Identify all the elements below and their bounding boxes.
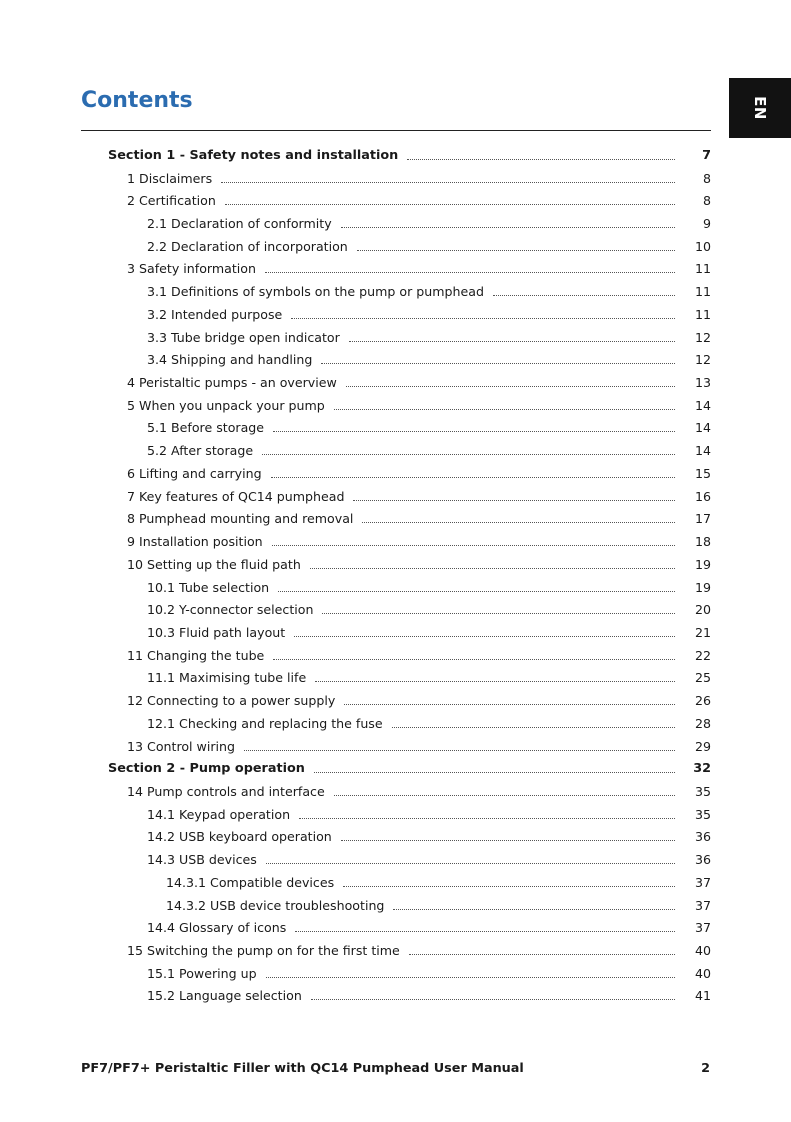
toc-entry[interactable] bbox=[0, 439, 791, 462]
toc-entry[interactable] bbox=[0, 417, 791, 440]
toc-entry-page: 8 bbox=[702, 193, 711, 209]
toc-entry-label: 14.3.2 USB device troubleshooting bbox=[166, 897, 385, 913]
toc-entry-label: 12 Connecting to a power supply bbox=[127, 693, 336, 709]
toc-entry[interactable] bbox=[0, 735, 791, 758]
toc-entry[interactable] bbox=[0, 916, 791, 939]
toc-entry-page: 32 bbox=[693, 761, 711, 777]
title-divider bbox=[81, 130, 711, 131]
toc-entry-label: 5 When you unpack your pump bbox=[127, 397, 325, 413]
toc-entry-label: 13 Control wiring bbox=[127, 738, 236, 754]
dot-leader bbox=[273, 431, 675, 432]
table-of-contents bbox=[0, 144, 791, 1007]
toc-entry[interactable] bbox=[0, 826, 791, 849]
toc-entry-page: 13 bbox=[694, 375, 711, 391]
dot-leader bbox=[299, 818, 675, 819]
language-tab bbox=[729, 78, 791, 138]
dot-leader bbox=[343, 886, 675, 887]
toc-entry-label: 10.3 Fluid path layout bbox=[147, 624, 286, 640]
toc-entry-page: 28 bbox=[694, 715, 711, 731]
toc-entry-label: 11.1 Maximising tube life bbox=[147, 670, 307, 686]
toc-entry-label: 2 Certification bbox=[127, 193, 216, 209]
toc-entry-label: 14.3 USB devices bbox=[147, 852, 257, 868]
toc-entry[interactable] bbox=[0, 189, 791, 212]
dot-leader bbox=[291, 318, 675, 319]
toc-entry-label: 14 Pump controls and interface bbox=[127, 783, 325, 799]
toc-entry-label: 15.1 Powering up bbox=[147, 965, 257, 981]
toc-entry-label: 3.1 Definitions of symbols on the pump or pumphead bbox=[147, 284, 484, 300]
toc-entry[interactable] bbox=[0, 667, 791, 690]
toc-entry-page: 18 bbox=[694, 534, 711, 550]
toc-entry-page: 8 bbox=[702, 170, 711, 186]
toc-entry-label: 5.1 Before storage bbox=[147, 420, 265, 436]
toc-entry-label: 1 Disclaimers bbox=[127, 170, 213, 186]
toc-entry[interactable] bbox=[0, 394, 791, 417]
toc-entry-page: 21 bbox=[694, 624, 711, 640]
toc-entry[interactable] bbox=[0, 462, 791, 485]
toc-entry-label: 10.1 Tube selection bbox=[147, 579, 270, 595]
toc-entry-page: 14 bbox=[694, 443, 711, 459]
toc-entry-page: 40 bbox=[694, 965, 711, 981]
toc-entry[interactable] bbox=[0, 576, 791, 599]
toc-entry-label: 7 Key features of QC14 pumphead bbox=[127, 488, 345, 504]
toc-entry-page: 41 bbox=[694, 988, 711, 1004]
dot-leader bbox=[341, 840, 675, 841]
toc-entry[interactable] bbox=[0, 167, 791, 190]
toc-entry-label: 3 Safety information bbox=[127, 261, 256, 277]
footer-document-title: PF7/PF7+ Peristaltic Filler with QC14 Pumphead User Manual bbox=[81, 1061, 524, 1076]
toc-entry-label: 3.3 Tube bridge open indicator bbox=[147, 329, 340, 345]
toc-entry-label: 3.4 Shipping and handling bbox=[147, 352, 313, 368]
toc-entry[interactable] bbox=[0, 712, 791, 735]
toc-entry[interactable] bbox=[0, 803, 791, 826]
toc-entry-label: 8 Pumphead mounting and removal bbox=[127, 511, 354, 527]
dot-leader bbox=[244, 750, 675, 751]
dot-leader bbox=[310, 568, 675, 569]
toc-entry-page: 12 bbox=[694, 352, 711, 368]
toc-entry-page: 40 bbox=[694, 943, 711, 959]
toc-entry-label: 12.1 Checking and replacing the fuse bbox=[147, 715, 383, 731]
dot-leader bbox=[349, 341, 675, 342]
toc-entry[interactable] bbox=[0, 303, 791, 326]
toc-entry-page: 37 bbox=[694, 920, 711, 936]
toc-entry-page: 25 bbox=[694, 670, 711, 686]
toc-entry-label: 14.4 Glossary of icons bbox=[147, 920, 287, 936]
toc-entry[interactable] bbox=[0, 598, 791, 621]
toc-entry[interactable] bbox=[0, 848, 791, 871]
toc-entry-page: 14 bbox=[694, 397, 711, 413]
dot-leader bbox=[392, 727, 675, 728]
toc-entry-label: 3.2 Intended purpose bbox=[147, 306, 283, 322]
toc-entry-label: 9 Installation position bbox=[127, 534, 263, 550]
dot-leader bbox=[265, 272, 675, 273]
dot-leader bbox=[311, 999, 675, 1000]
toc-entry-page: 37 bbox=[694, 874, 711, 890]
toc-entry[interactable] bbox=[0, 326, 791, 349]
dot-leader bbox=[357, 250, 675, 251]
toc-entry[interactable] bbox=[0, 235, 791, 258]
toc-entry-label: 4 Peristaltic pumps - an overview bbox=[127, 375, 337, 391]
dot-leader bbox=[266, 863, 675, 864]
toc-entry[interactable] bbox=[0, 553, 791, 576]
toc-entry[interactable] bbox=[0, 530, 791, 553]
toc-entry[interactable] bbox=[0, 871, 791, 894]
toc-entry[interactable] bbox=[0, 985, 791, 1008]
toc-entry-page: 7 bbox=[702, 147, 711, 163]
toc-entry-label: 6 Lifting and carrying bbox=[127, 465, 262, 481]
toc-entry-label: Section 1 - Safety notes and installation bbox=[108, 147, 399, 163]
toc-entry-page: 9 bbox=[702, 216, 711, 232]
toc-entry-page: 11 bbox=[694, 284, 711, 300]
dot-leader bbox=[341, 227, 675, 228]
toc-entry[interactable] bbox=[0, 280, 791, 303]
dot-leader bbox=[278, 591, 675, 592]
toc-section-entry[interactable] bbox=[0, 144, 791, 167]
toc-entry-page: 20 bbox=[694, 602, 711, 618]
toc-entry[interactable] bbox=[0, 621, 791, 644]
toc-entry-page: 35 bbox=[694, 806, 711, 822]
toc-entry-label: 14.2 USB keyboard operation bbox=[147, 829, 332, 845]
toc-entry-label: 10 Setting up the fluid path bbox=[127, 556, 301, 572]
dot-leader bbox=[493, 295, 675, 296]
toc-entry-page: 22 bbox=[694, 647, 711, 663]
toc-entry-page: 11 bbox=[694, 306, 711, 322]
toc-entry[interactable] bbox=[0, 939, 791, 962]
dot-leader bbox=[362, 522, 675, 523]
toc-entry[interactable] bbox=[0, 348, 791, 371]
toc-entry-label: 15 Switching the pump on for the first time bbox=[127, 943, 400, 959]
toc-entry[interactable] bbox=[0, 485, 791, 508]
toc-entry-page: 19 bbox=[694, 579, 711, 595]
toc-entry-label: 11 Changing the tube bbox=[127, 647, 265, 663]
toc-entry[interactable] bbox=[0, 508, 791, 531]
dot-leader bbox=[262, 454, 675, 455]
toc-entry-label: 5.2 After storage bbox=[147, 443, 254, 459]
dot-leader bbox=[409, 954, 675, 955]
dot-leader bbox=[295, 931, 675, 932]
dot-leader bbox=[225, 204, 675, 205]
dot-leader bbox=[334, 795, 675, 796]
toc-entry[interactable] bbox=[0, 780, 791, 803]
dot-leader bbox=[266, 977, 675, 978]
toc-entry-page: 16 bbox=[694, 488, 711, 504]
dot-leader bbox=[294, 636, 675, 637]
footer-page-number: 2 bbox=[701, 1061, 710, 1076]
toc-section-entry[interactable] bbox=[0, 757, 791, 780]
dot-leader bbox=[321, 363, 675, 364]
dot-leader bbox=[353, 500, 675, 501]
dot-leader bbox=[334, 409, 675, 410]
toc-entry[interactable] bbox=[0, 962, 791, 985]
toc-entry-page: 36 bbox=[694, 852, 711, 868]
dot-leader bbox=[221, 182, 675, 183]
toc-entry-page: 17 bbox=[694, 511, 711, 527]
toc-entry-page: 12 bbox=[694, 329, 711, 345]
dot-leader bbox=[272, 545, 675, 546]
dot-leader bbox=[314, 772, 675, 773]
dot-leader bbox=[273, 659, 675, 660]
toc-entry[interactable] bbox=[0, 371, 791, 394]
dot-leader bbox=[271, 477, 675, 478]
dot-leader bbox=[393, 909, 675, 910]
toc-entry-page: 14 bbox=[694, 420, 711, 436]
toc-entry-label: 10.2 Y-connector selection bbox=[147, 602, 314, 618]
dot-leader bbox=[344, 704, 675, 705]
toc-entry-label: Section 2 - Pump operation bbox=[108, 761, 305, 777]
toc-entry-page: 35 bbox=[694, 783, 711, 799]
toc-entry-page: 29 bbox=[694, 738, 711, 754]
toc-entry-label: 14.1 Keypad operation bbox=[147, 806, 291, 822]
page-title: Contents bbox=[81, 88, 193, 113]
dot-leader bbox=[322, 613, 675, 614]
toc-entry-page: 19 bbox=[694, 556, 711, 572]
dot-leader bbox=[315, 681, 675, 682]
toc-entry-label: 15.2 Language selection bbox=[147, 988, 302, 1004]
toc-entry-page: 10 bbox=[694, 238, 711, 254]
toc-entry-page: 15 bbox=[694, 465, 711, 481]
toc-entry-page: 26 bbox=[694, 693, 711, 709]
dot-leader bbox=[346, 386, 675, 387]
toc-entry[interactable] bbox=[0, 212, 791, 235]
toc-entry-page: 37 bbox=[694, 897, 711, 913]
toc-entry[interactable] bbox=[0, 689, 791, 712]
toc-entry[interactable] bbox=[0, 258, 791, 281]
dot-leader bbox=[407, 159, 675, 160]
toc-entry-page: 11 bbox=[694, 261, 711, 277]
language-tab-label: EN bbox=[751, 96, 769, 120]
toc-entry-page: 36 bbox=[694, 829, 711, 845]
toc-entry[interactable] bbox=[0, 894, 791, 917]
toc-entry-label: 2.1 Declaration of conformity bbox=[147, 216, 332, 232]
toc-entry[interactable] bbox=[0, 644, 791, 667]
toc-entry-label: 14.3.1 Compatible devices bbox=[166, 874, 335, 890]
toc-entry-label: 2.2 Declaration of incorporation bbox=[147, 238, 348, 254]
